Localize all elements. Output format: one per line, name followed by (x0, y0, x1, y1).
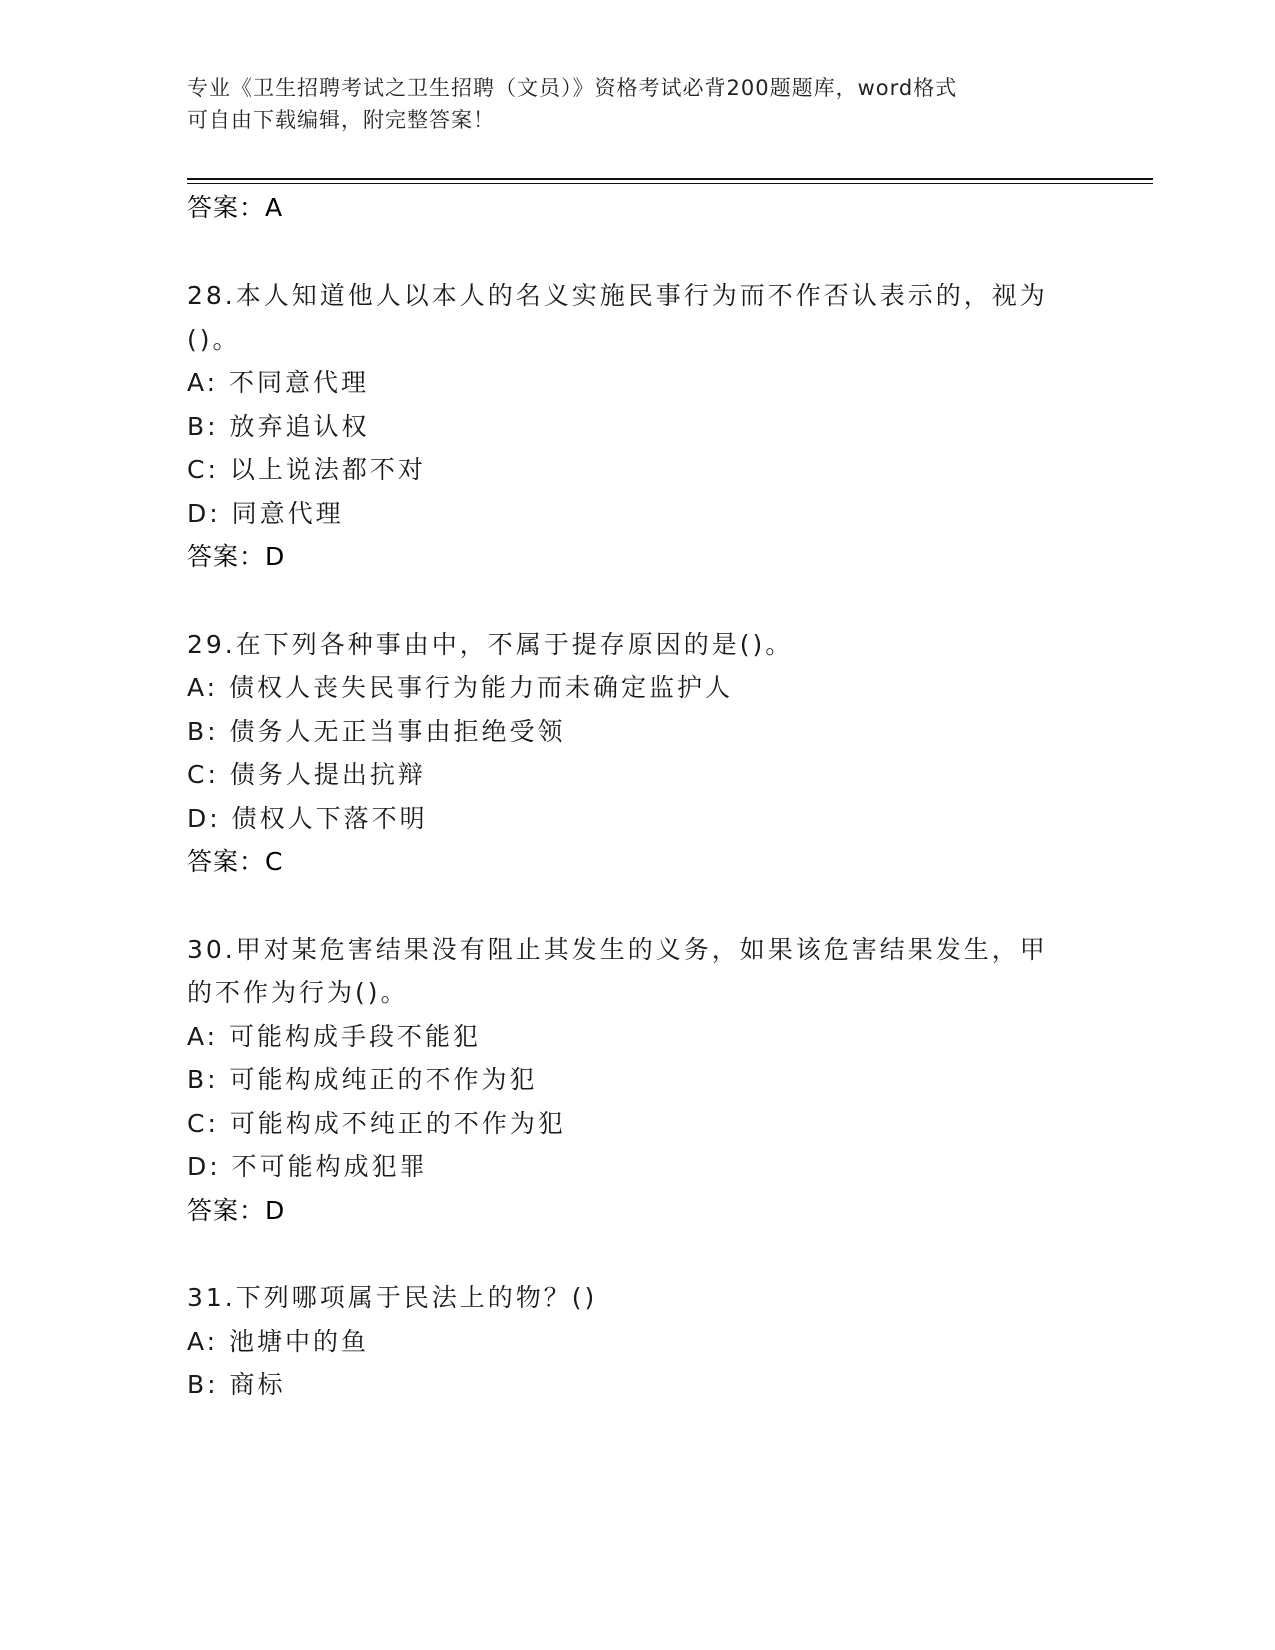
question-28-option-d: D: 同意代理 (187, 499, 344, 528)
question-29-answer: 答案：C (187, 847, 284, 876)
question-29-option-a: A: 债权人丧失民事行为能力而未确定监护人 (187, 673, 734, 702)
header-divider-thin (187, 183, 1153, 184)
previous-answer: 答案：A (187, 193, 284, 222)
document-header (187, 72, 1087, 136)
question-28-option-b: B: 放弃追认权 (187, 412, 370, 441)
question-30-option-c: C: 可能构成不纯正的不作为犯 (187, 1109, 566, 1138)
question-29-option-b: B: 债务人无正当事由拒绝受领 (187, 717, 566, 746)
question-30-option-b: B: 可能构成纯正的不作为犯 (187, 1065, 538, 1094)
question-29-option-c: C: 债务人提出抗辩 (187, 760, 426, 789)
question-31-stem-line-1: 31.下列哪项属于民法上的物？() (187, 1283, 598, 1312)
question-31-option-a: A: 池塘中的鱼 (187, 1327, 370, 1356)
header-divider-thick (187, 178, 1153, 180)
header-title-line-1: 专业《卫生招聘考试之卫生招聘（文员）》资格考试必背200题题库，word格式 (187, 76, 958, 100)
question-28-answer: 答案：D (187, 542, 286, 571)
question-28-option-c: C: 以上说法都不对 (187, 455, 426, 484)
question-28-option-a: A: 不同意代理 (187, 368, 370, 397)
header-title-line-2: 可自由下载编辑，附完整答案！ (187, 108, 495, 132)
question-30-option-a: A: 可能构成手段不能犯 (187, 1022, 482, 1051)
question-30-answer: 答案：D (187, 1196, 286, 1225)
question-29-stem-line-1: 29.在下列各种事由中，不属于提存原因的是()。 (187, 630, 794, 659)
question-29-option-d: D: 债权人下落不明 (187, 804, 428, 833)
question-28-stem-line-2: ()。 (187, 325, 241, 354)
question-31-option-b: B: 商标 (187, 1370, 286, 1399)
question-28-stem-line-1: 28.本人知道他人以本人的名义实施民事行为而不作否认表示的，视为 (187, 281, 1048, 310)
question-30-stem-line-1: 30.甲对某危害结果没有阻止其发生的义务，如果该危害结果发生，甲 (187, 935, 1048, 964)
question-30-option-d: D: 不可能构成犯罪 (187, 1152, 428, 1181)
question-30-stem-line-2: 的不作为行为()。 (187, 978, 409, 1007)
